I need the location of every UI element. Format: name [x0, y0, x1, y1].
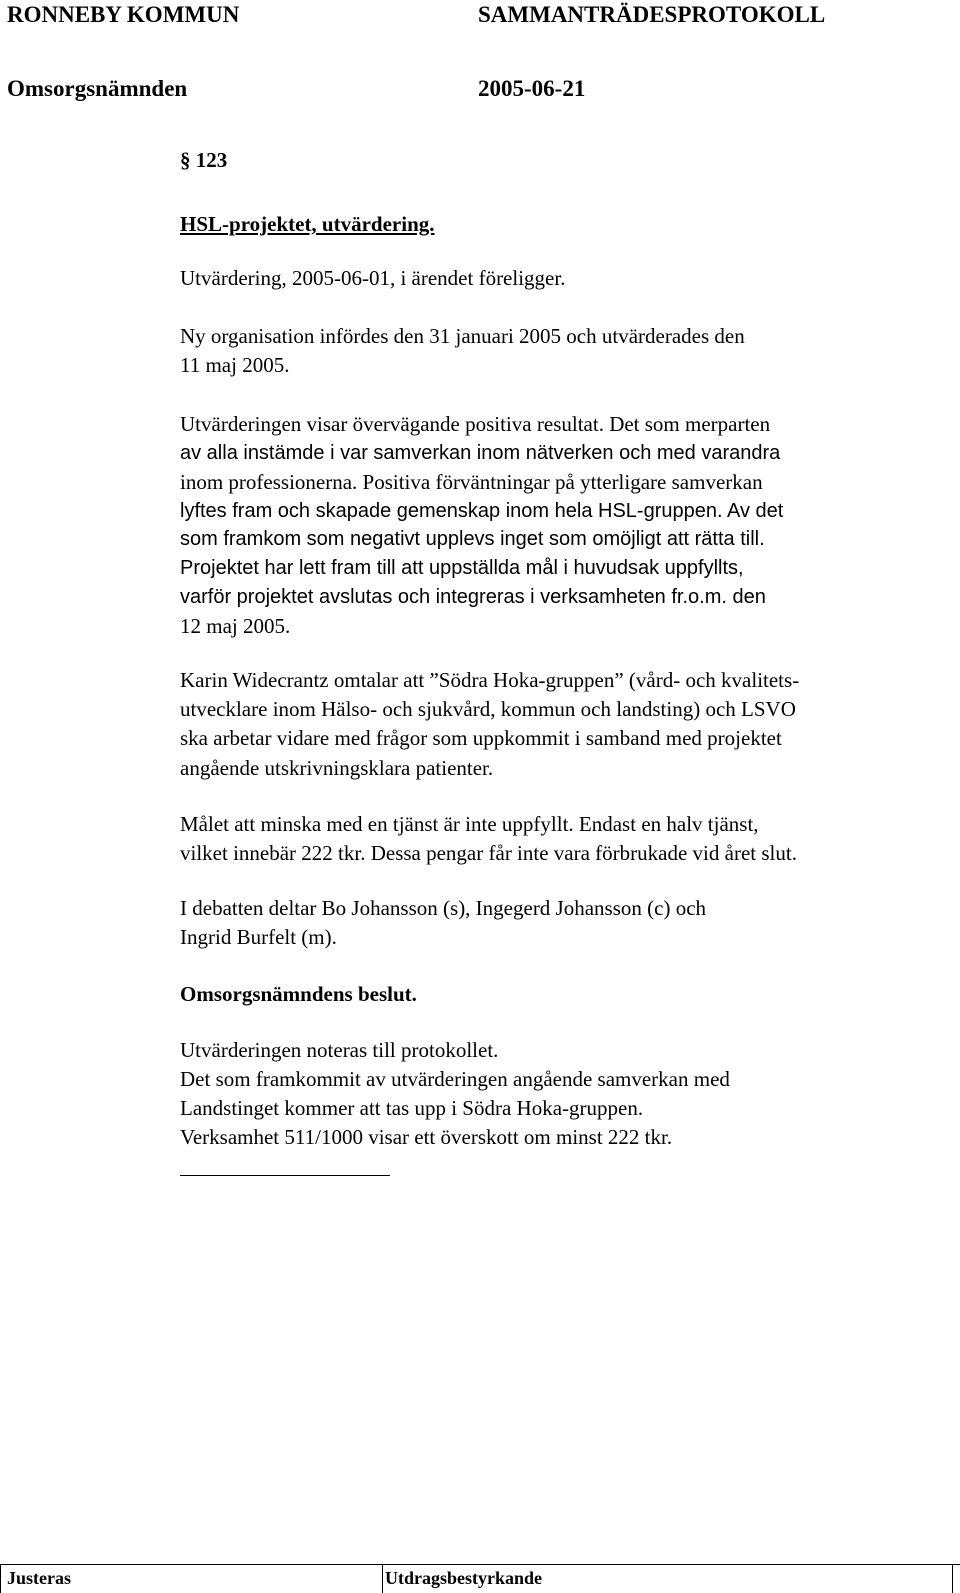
paragraph-line: Målet att minska med en tjänst är inte uppfyllt. Endast en halv tjänst,: [180, 812, 759, 836]
paragraph-line: lyftes fram och skapade gemenskap inom hela HSL-gruppen. Av det: [180, 500, 784, 522]
decision-line: Det som framkommit av utvärderingen angående samverkan med: [180, 1067, 730, 1091]
paragraph-line: Utvärdering, 2005-06-01, i ärendet föreligger.: [180, 266, 566, 290]
paragraph-line: Ingrid Burfelt (m).: [180, 925, 337, 949]
closing-rule: [180, 1175, 390, 1176]
org-name: RONNEBY KOMMUN: [7, 2, 240, 27]
paragraph-line: Karin Widecrantz omtalar att ”Södra Hoka-gruppen” (vård- och kvalitets-: [180, 668, 800, 692]
section-number: § 123: [180, 148, 228, 172]
footer-border-left: [0, 1564, 1, 1593]
decision-heading: Omsorgsnämndens beslut.: [180, 982, 417, 1006]
meeting-date: 2005-06-21: [478, 76, 586, 101]
committee-name: Omsorgsnämnden: [7, 76, 188, 101]
footer-border-right: [952, 1564, 953, 1593]
paragraph-line: varför projektet avslutas och integreras i verksamheten fr.o.m. den: [180, 586, 766, 608]
paragraph-line: I debatten deltar Bo Johansson (s), Ingegerd Johansson (c) och: [180, 896, 707, 920]
decision-line: Utvärderingen noteras till protokollet.: [180, 1038, 499, 1062]
footer-border-middle: [382, 1564, 383, 1593]
paragraph-line: Utvärderingen visar övervägande positiva resultat. Det som merparten: [180, 412, 771, 436]
decision-line: Verksamhet 511/1000 visar ett överskott om minst 222 tkr.: [180, 1125, 673, 1149]
document-type: SAMMANTRÄDESPROTOKOLL: [478, 2, 826, 27]
paragraph-line: Ny organisation infördes den 31 januari 2005 och utvärderades den: [180, 324, 745, 348]
footer-justeras: Justeras: [7, 1568, 71, 1588]
paragraph-line: ska arbetar vidare med frågor som uppkommit i samband med projektet: [180, 726, 782, 750]
paragraph-line: angående utskrivningsklara patienter.: [180, 756, 494, 780]
paragraph-line: som framkom som negativt upplevs inget som omöjligt att rätta till.: [180, 528, 765, 550]
footer-divider: [0, 1564, 960, 1565]
paragraph-line: 12 maj 2005.: [180, 614, 291, 638]
footer-utdragsbestyrkande: Utdragsbestyrkande: [385, 1568, 543, 1588]
section-title: HSL-projektet, utvärdering.: [180, 212, 435, 236]
paragraph-line: Projektet har lett fram till att uppställda mål i huvudsak uppfyllts,: [180, 557, 744, 579]
paragraph-line: utvecklare inom Hälso- och sjukvård, kommun och landsting) och LSVO: [180, 697, 796, 721]
paragraph-line: 11 maj 2005.: [180, 353, 290, 377]
decision-line: Landstinget kommer att tas upp i Södra Hoka-gruppen.: [180, 1096, 644, 1120]
paragraph-line: inom professionerna. Positiva förväntningar på ytterligare samverkan: [180, 470, 763, 494]
paragraph-line: vilket innebär 222 tkr. Dessa pengar får inte vara förbrukade vid året slut.: [180, 841, 797, 865]
paragraph-line: av alla instämde i var samverkan inom nätverken och med varandra: [180, 442, 781, 464]
